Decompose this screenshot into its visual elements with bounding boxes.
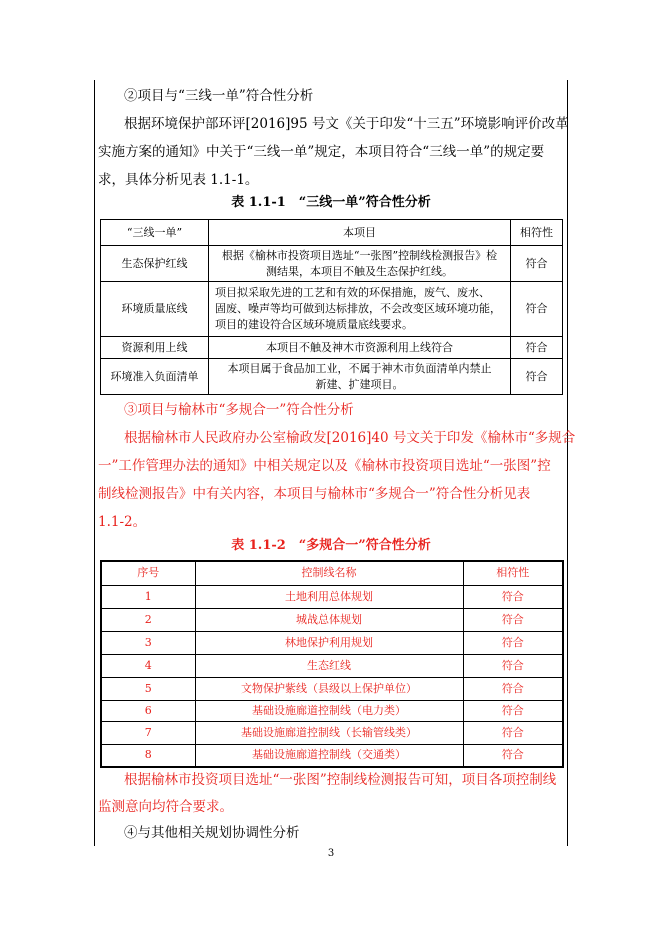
table1-desc-cell <box>209 246 511 282</box>
table1-caption: 表 1.1-1 “三线一单”符合性分析 <box>231 195 431 210</box>
table2-name-cell: 基础设施廊道控制线（交通类） <box>195 744 463 767</box>
table2-result-cell: 符合 <box>463 608 563 631</box>
table2-header-cell: 控制线名称 <box>195 561 463 585</box>
table2-no-cell: 6 <box>101 700 195 721</box>
section3-para-line3: 制线检测报告》中有关内容，本项目与榆林市“多规合一”符合性分析见表 <box>98 486 531 502</box>
table2-header-cell: 序号 <box>101 561 195 585</box>
section3-para-line2: 一”工作管理办法的通知》中相关规定以及《榆林市投资项目选址“一张图”控 <box>98 458 551 474</box>
section3-para-line4: 1.1-2。 <box>98 514 147 530</box>
conclusion-line2: 监测意向均符合要求。 <box>98 799 233 815</box>
table2-no-cell: 5 <box>101 677 195 700</box>
section2-para-line1: 根据环境保护部环评[2016]95 号文《关于印发“十三五”环境影响评价改革 <box>124 116 569 132</box>
section3-para-line1: 根据榆林市人民政府办公室榆政发[2016]40 号文关于印发《榆林市“多规合 <box>124 430 576 446</box>
table1-result-cell: 符合 <box>511 359 563 395</box>
table2-no-cell: 2 <box>101 608 195 631</box>
table-row <box>101 246 563 282</box>
table2-name-cell: 林地保护利用规划 <box>195 631 463 654</box>
table2-name-cell: 土地利用总体规划 <box>195 585 463 608</box>
desc-line: 本项目属于食品加工业，不属于神木市负面清单内禁止 <box>227 361 492 375</box>
table2-name-cell: 基础设施廊道控制线（电力类） <box>195 700 463 721</box>
table-row <box>101 744 563 767</box>
table-row <box>101 282 563 337</box>
desc-line: 新建、扩建项目。 <box>315 377 404 391</box>
table-row <box>101 359 563 395</box>
table1-result-cell: 符合 <box>511 337 563 359</box>
table2-caption: 表 1.1-2 “多规合一”符合性分析 <box>231 538 431 553</box>
table2-result-cell: 符合 <box>463 721 563 744</box>
table1-result-cell: 符合 <box>511 282 563 337</box>
table1 <box>100 219 563 395</box>
table2-name-cell: 生态红线 <box>195 654 463 677</box>
section2-heading: ②项目与“三线一单”符合性分析 <box>124 88 314 104</box>
table1-name-cell: 环境质量底线 <box>101 282 209 337</box>
table1-desc-cell: 本项目不触及神木市资源利用上线符合 <box>209 337 511 359</box>
table1-header-cell: 本项目 <box>209 220 511 246</box>
table2-no-cell: 1 <box>101 585 195 608</box>
table1-name-cell: 资源利用上线 <box>101 337 209 359</box>
table1-name-cell: 环境准入负面清单 <box>101 359 209 395</box>
table1-result-cell: 符合 <box>511 246 563 282</box>
table2-result-cell: 符合 <box>463 744 563 767</box>
table1-header-row <box>101 220 563 246</box>
table2-name-cell: 基础设施廊道控制线（长输管线类） <box>195 721 463 744</box>
table-row <box>101 337 563 359</box>
table2-no-cell: 8 <box>101 744 195 767</box>
table2 <box>100 560 564 768</box>
table2-result-cell: 符合 <box>463 631 563 654</box>
desc-line: 固废、噪声等均可做到达标排放，不会改变区域环境功能， <box>215 302 501 315</box>
table2-name-cell: 城战总体规划 <box>195 608 463 631</box>
table2-result-cell: 符合 <box>463 654 563 677</box>
section2-para-line2: 实施方案的通知》中关于“三线一单”规定，本项目符合“三线一单”的规定要 <box>98 144 545 160</box>
section4-heading: ④与其他相关规划协调性分析 <box>124 825 300 841</box>
table2-header-row <box>101 561 563 585</box>
desc-line: 项目的建设符合区域环境质量底线要求。 <box>215 318 413 331</box>
table1-name-cell: 生态保护红线 <box>101 246 209 282</box>
table-row <box>101 721 563 744</box>
table2-no-cell: 7 <box>101 721 195 744</box>
desc-line: 项目拟采取先进的工艺和有效的环保措施，废气、废水、 <box>215 286 490 299</box>
section2-para-line3: 求，具体分析见表 1.1-1。 <box>98 172 259 188</box>
table-row <box>101 608 563 631</box>
table1-header-cell: 相符性 <box>511 220 563 246</box>
table-row <box>101 631 563 654</box>
table2-no-cell: 4 <box>101 654 195 677</box>
table2-name-cell: 文物保护紫线（县级以上保护单位） <box>195 677 463 700</box>
table-row <box>101 700 563 721</box>
table2-result-cell: 符合 <box>463 700 563 721</box>
table2-result-cell: 符合 <box>463 585 563 608</box>
table2-no-cell: 3 <box>101 631 195 654</box>
table2-header-cell: 相符性 <box>463 561 563 585</box>
table1-desc-cell <box>209 359 511 395</box>
table-row <box>101 585 563 608</box>
table-row <box>101 677 563 700</box>
desc-line: 测结果，本项目不触及生态保护红线。 <box>266 264 453 278</box>
page-number: 3 <box>327 848 335 859</box>
table2-result-cell: 符合 <box>463 677 563 700</box>
table1-desc-cell <box>209 282 511 337</box>
conclusion-line1: 根据榆林市投资项目选址“一张图”控制线检测报告可知，项目各项控制线 <box>124 772 557 788</box>
desc-line: 根据《榆林市投资项目选址“一张图”控制线检测报告》检 <box>221 248 498 262</box>
table-row <box>101 654 563 677</box>
section3-heading: ③项目与榆林市“多规合一”符合性分析 <box>124 402 354 418</box>
table1-header-cell: “三线一单” <box>101 220 209 246</box>
